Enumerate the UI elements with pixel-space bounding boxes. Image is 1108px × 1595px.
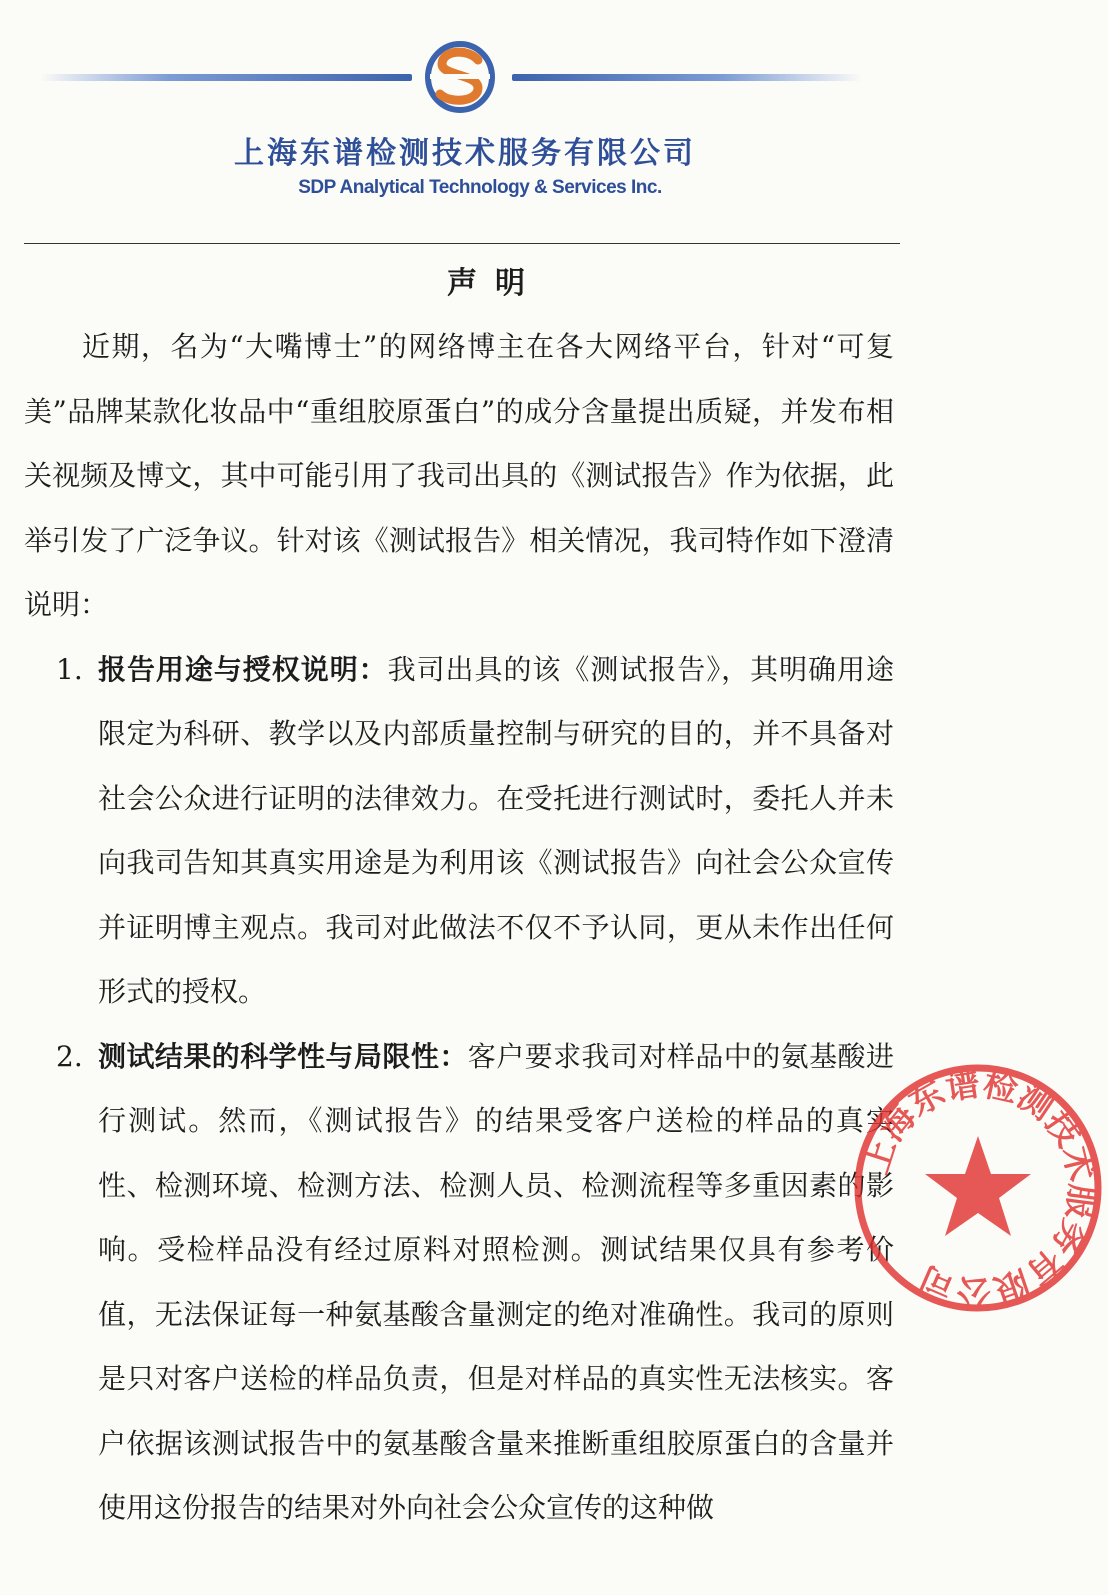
header-divider (24, 243, 900, 244)
company-seal-stamp (848, 1058, 1108, 1318)
company-name-chinese: 上海东谱检测技术服务有限公司 (234, 136, 696, 171)
list-item-text: 客户要求我司对样品中的氨基酸进行测试。然而，《测试报告》的结果受客户送检的样品的真实性、检测环境、检测方法、检测人员、检测流程等多重因素的影响。受检样品没有经过原料对照检测。测试结果仅具有参考价值，无法保证每一种氨基酸含量测定的绝对准确性。我司的原则是只对客户送检的样品负责，但是对样品的真实性无法核实。客户依据该测试报告中的氨基酸含量来推断重组胶原蛋白的含量并使用这份报告的结果对外向社会公众宣传的这种做 (98, 1039, 894, 1524)
list-item-number: 2. (56, 1039, 83, 1073)
company-name-english: SDP Analytical Technology & Services Inc. (298, 177, 662, 198)
list-item-heading: 报告用途与授权说明： (98, 652, 388, 686)
list-item (24, 1025, 894, 1541)
list-item-text: 我司出具的该《测试报告》，其明确用途限定为科研、教学以及内部质量控制与研究的目的，并不具备对社会公众进行证明的法律效力。在受托进行测试时，委托人并未向我司告知其真实用途是为利用该《测试报告》向社会公众宣传并证明博主观点。我司对此做法不仅不予认同，更从未作出任何形式的授权。 (98, 652, 894, 1008)
svg-text:上海东谱检测技术服务有限公司: 上海东谱检测技术服务有限公司 (855, 1063, 1103, 1312)
list-item (24, 638, 894, 1025)
intro-paragraph: 近期，名为“大嘴博士”的网络博主在各大网络平台，针对“可复美”品牌某款化妆品中“重组胶原蛋白”的成分含量提出质疑，并发布相关视频及博文，其中可能引用了我司出具的《测试报告》作为依据，此举引发了广泛争议。针对该《测试报告》相关情况，我司特作如下澄清说明： (24, 330, 894, 621)
letterhead-rule-left (40, 74, 412, 81)
list-item-heading: 测试结果的科学性与局限性： (98, 1039, 468, 1073)
letterhead-rule-right (512, 74, 862, 81)
company-logo-icon (420, 40, 500, 114)
document-body (24, 315, 894, 1541)
list-item-number: 1. (56, 652, 83, 686)
document-title: 声明 (447, 266, 543, 301)
